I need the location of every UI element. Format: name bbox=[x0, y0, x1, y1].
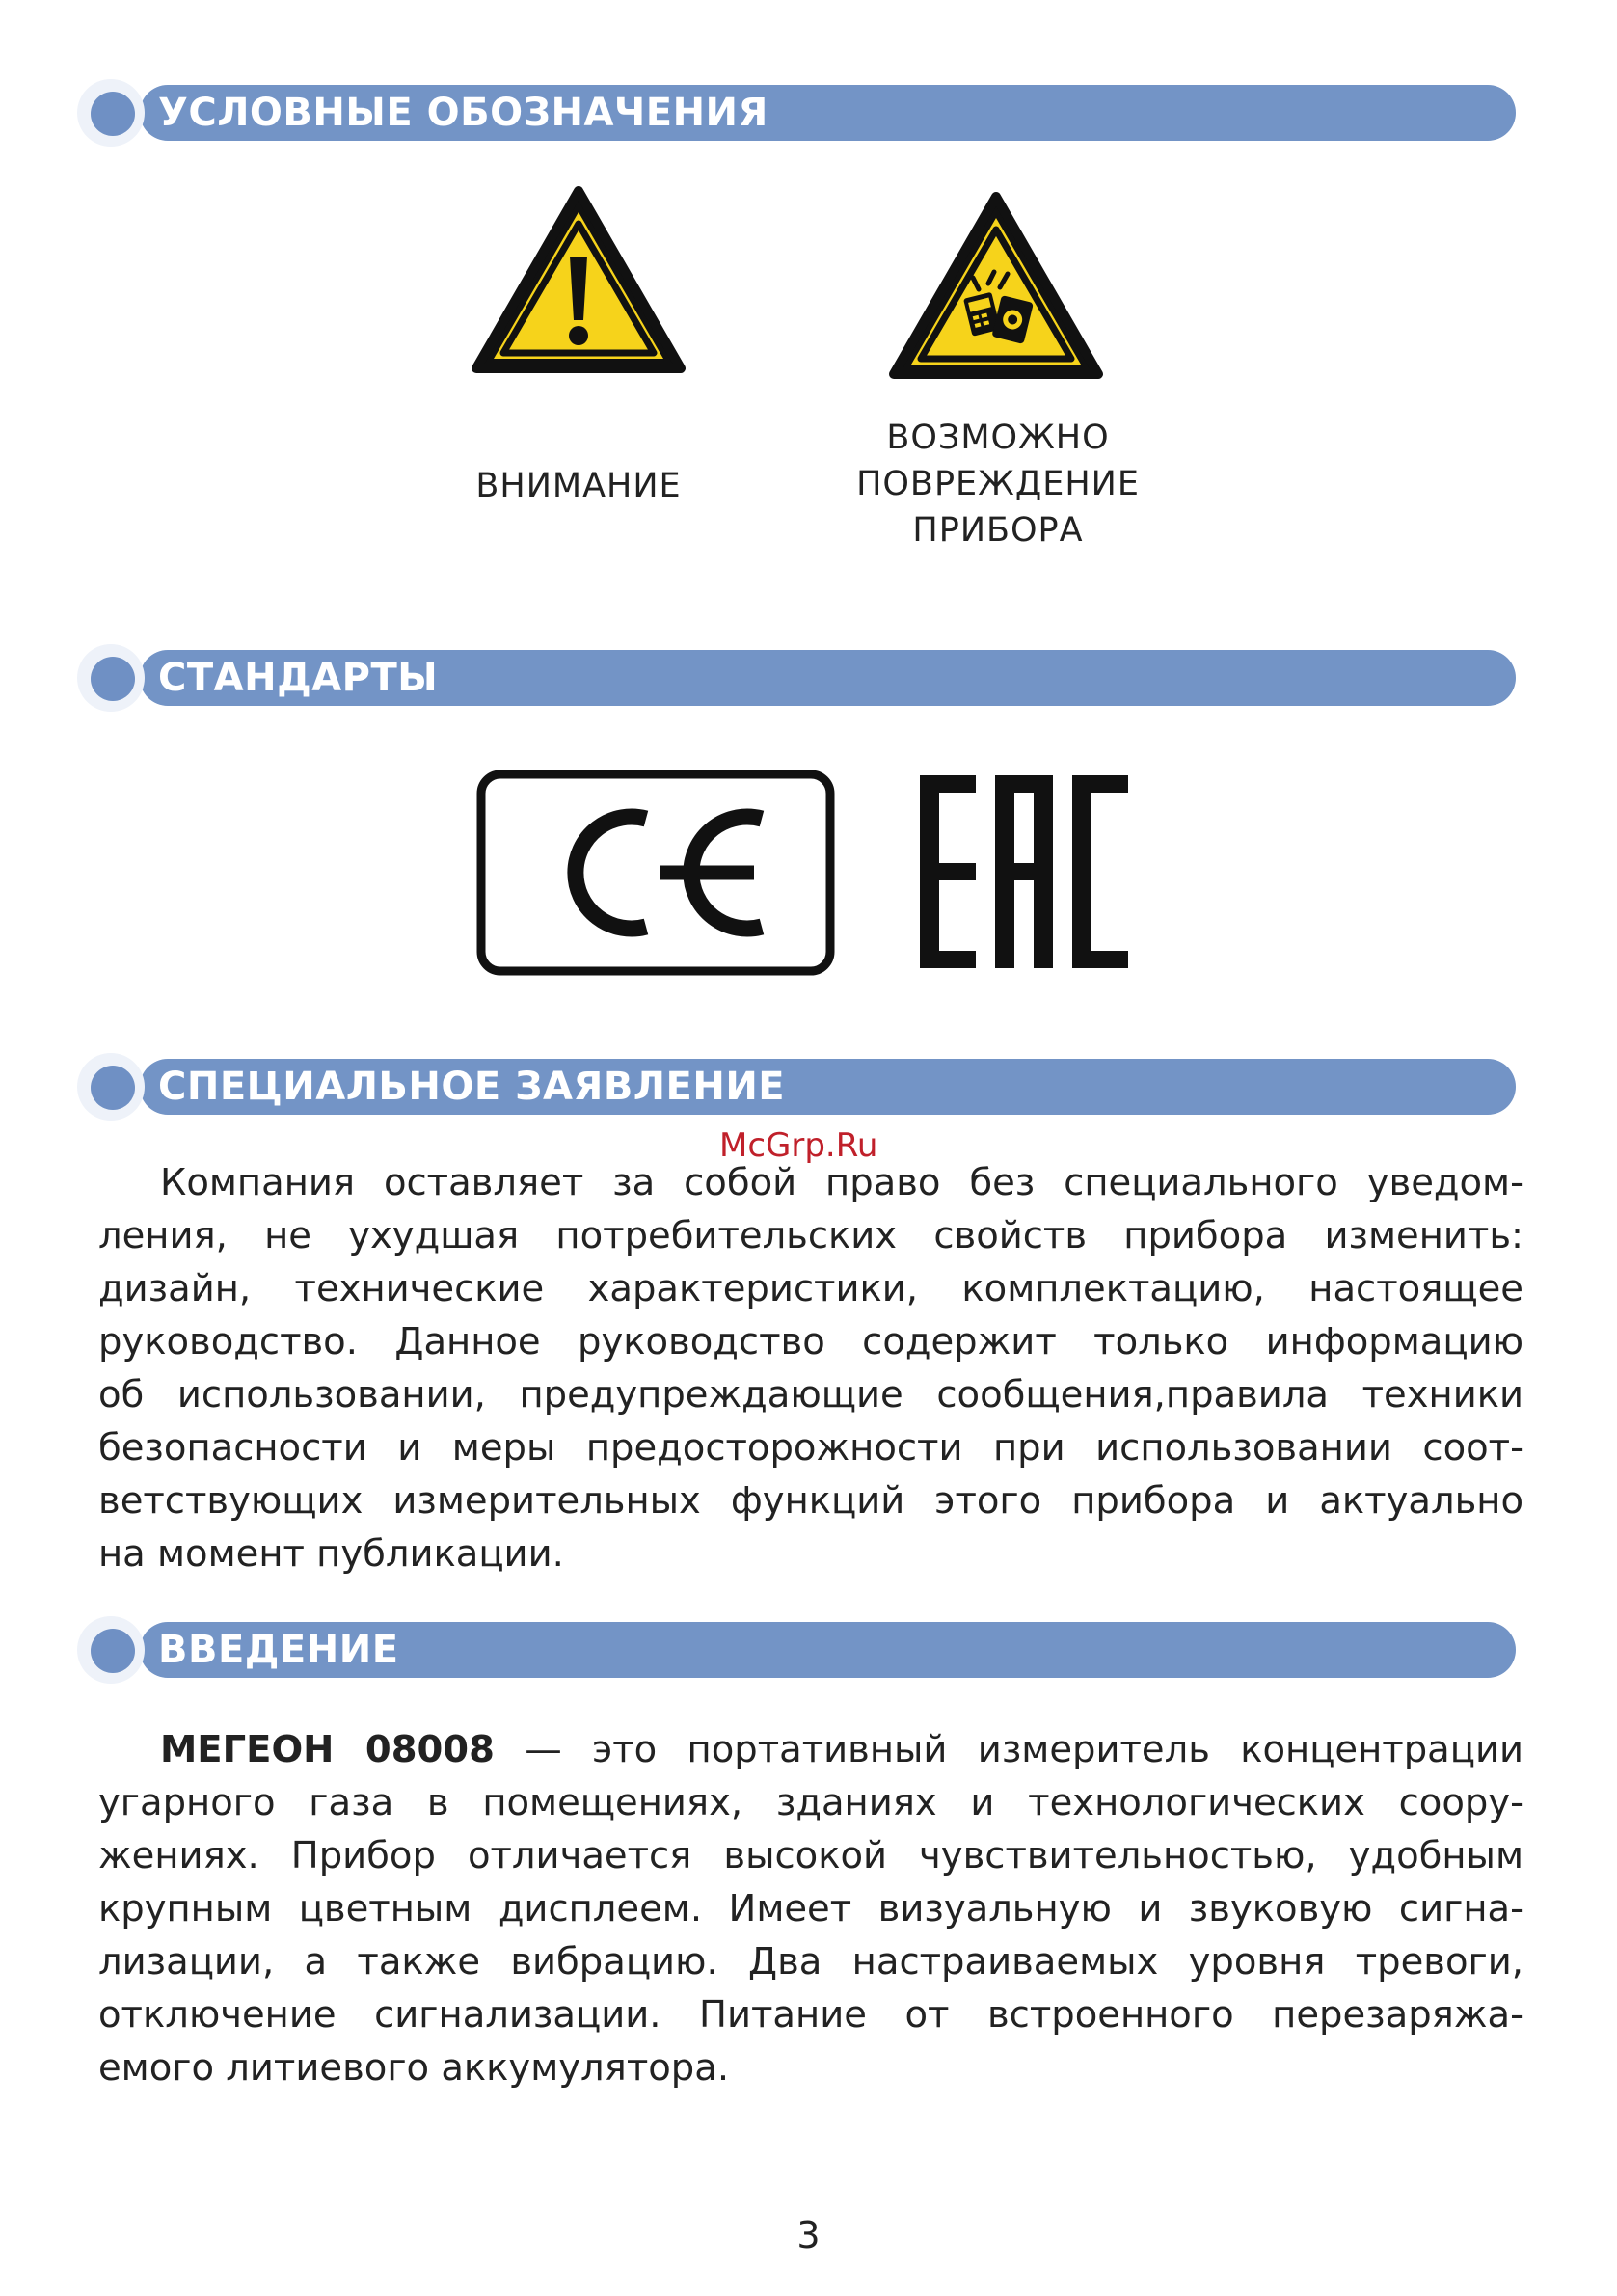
statement-paragraph bbox=[98, 1156, 1523, 1580]
text-line bbox=[98, 1723, 1523, 1776]
intro-paragraph bbox=[98, 1723, 1523, 2094]
text-line: руководство. Данное руководство содержит только информацию bbox=[98, 1320, 1523, 1364]
bullet-dot-icon bbox=[91, 1629, 135, 1673]
text-line: емого литиевого аккумулятора. bbox=[98, 2046, 730, 2090]
product-name: МЕГЕОН 08008 bbox=[160, 1728, 495, 1771]
bullet-dot-icon bbox=[91, 92, 135, 136]
symbol-label-damage bbox=[839, 415, 1157, 554]
text-fragment: — это портативный измеритель концентрации bbox=[494, 1728, 1523, 1771]
symbol-label-line: ПОВРЕЖДЕНИЕ bbox=[856, 465, 1140, 503]
text-line: лизации, а также вибрацию. Два настраиваемых уровня тревоги, bbox=[98, 1940, 1523, 1984]
section-title: СПЕЦИАЛЬНОЕ ЗАЯВЛЕНИЕ bbox=[158, 1065, 786, 1109]
text-line: Компания оставляет за собой право без специального уведом- bbox=[160, 1161, 1523, 1204]
warning-triangle-icon bbox=[471, 185, 687, 376]
text-line: крупным цветным дисплеем. Имеет визуальную и звуковую сигна- bbox=[98, 1887, 1523, 1931]
eac-mark-icon bbox=[920, 775, 1130, 968]
bullet-dot-icon bbox=[91, 1066, 135, 1110]
section-header-symbols bbox=[77, 83, 1516, 143]
text-line: об использовании, предупреждающие сообщения,правила техники bbox=[98, 1373, 1523, 1417]
section-title: СТАНДАРТЫ bbox=[158, 656, 439, 700]
symbol-label-line: ПРИБОРА bbox=[912, 511, 1084, 550]
ce-mark-icon bbox=[476, 770, 835, 976]
bullet-dot-icon bbox=[91, 657, 135, 701]
text-line: ветствующих измерительных функций этого прибора и актуально bbox=[98, 1479, 1523, 1523]
watermark: McGrp.Ru bbox=[719, 1126, 878, 1165]
text-line: на момент публикации. bbox=[98, 1532, 564, 1576]
symbol-label-attention: ВНИМАНИЕ bbox=[475, 467, 682, 505]
section-title: УСЛОВНЫЕ ОБОЗНАЧЕНИЯ bbox=[158, 91, 768, 135]
text-line: дизайн, технические характеристики, комплектацию, настоящее bbox=[98, 1267, 1523, 1310]
device-damage-triangle-icon bbox=[888, 191, 1104, 382]
text-line: жениях. Прибор отличается высокой чувствительностью, удобным bbox=[98, 1834, 1523, 1877]
symbol-label-line: ВОЗМОЖНО bbox=[886, 419, 1110, 457]
page-number: 3 bbox=[796, 2214, 821, 2256]
section-header-standards bbox=[77, 648, 1516, 708]
section-title: ВВЕДЕНИЕ bbox=[158, 1628, 399, 1672]
section-header-intro bbox=[77, 1620, 1516, 1680]
text-line: угарного газа в помещениях, зданиях и технологических соору- bbox=[98, 1781, 1523, 1824]
text-line: безопасности и меры предосторожности при использовании соот- bbox=[98, 1426, 1523, 1470]
text-line: отключение сигнализации. Питание от встроенного перезаряжа- bbox=[98, 1993, 1523, 2037]
section-header-statement bbox=[77, 1057, 1516, 1117]
text-line: ления, не ухудшая потребительских свойств прибора изменить: bbox=[98, 1214, 1523, 1257]
